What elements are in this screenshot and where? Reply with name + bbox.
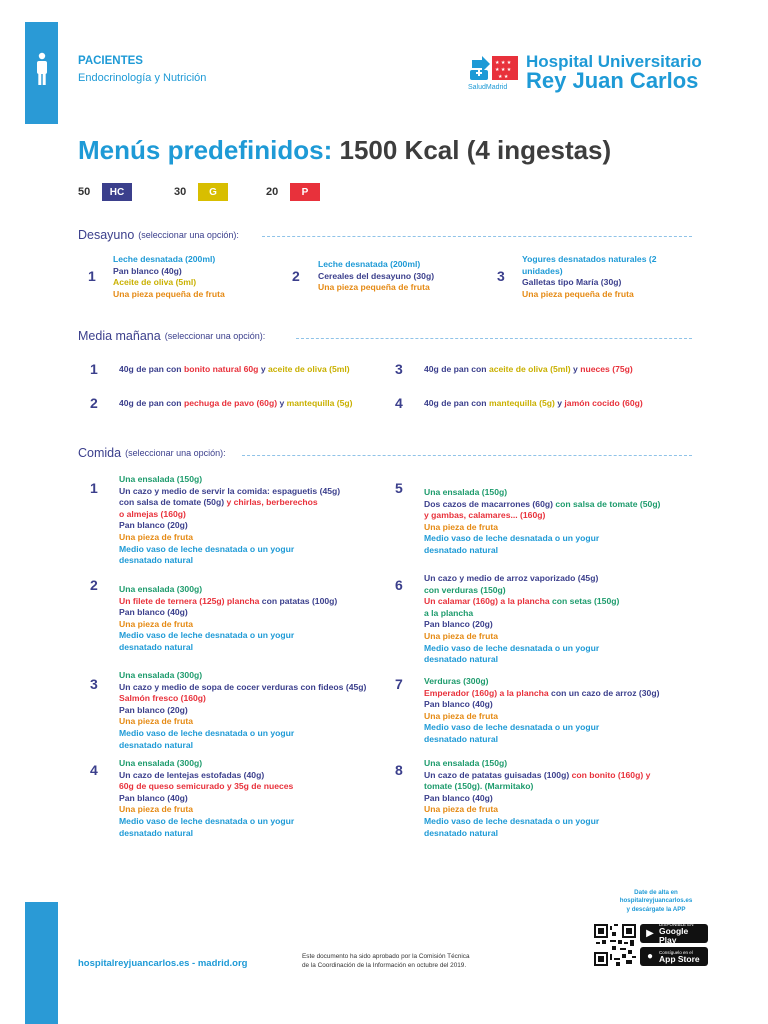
option-text-segment: Medio vaso de leche desnatada o un yogur xyxy=(119,543,295,554)
option-text-segment: 60g de queso semicurado y 35g de nueces xyxy=(119,781,294,792)
option-text-segment: Pan blanco (20g) xyxy=(424,619,493,630)
option-line xyxy=(119,705,366,717)
option-line xyxy=(119,619,337,631)
comida-option-7 xyxy=(424,676,659,746)
option-text-segment: con salsa de tomate (50g) xyxy=(119,497,225,508)
option-text-segment: Cereales del desayuno (30g) xyxy=(318,270,435,281)
option-text-segment: y xyxy=(554,398,565,408)
option-text-segment: bonito natural 60g xyxy=(183,364,259,374)
macro-p xyxy=(266,183,320,201)
option-number: 2 xyxy=(90,395,98,411)
option-line xyxy=(318,271,434,283)
option-text-segment: desnatado natural xyxy=(119,641,194,652)
comida-option-2 xyxy=(119,584,337,654)
option-line xyxy=(424,608,619,620)
section-title: Desayuno xyxy=(78,228,135,242)
option-text-segment: Una pieza de fruta xyxy=(119,804,194,815)
option-line xyxy=(113,266,225,278)
option-text-segment: Una pieza pequeña de fruta xyxy=(318,282,430,293)
option-text-segment: y gambas, calamares... (160g) xyxy=(424,510,546,521)
desayuno-option-1 xyxy=(113,254,225,300)
app-promo-line1: Date de alta en xyxy=(634,889,678,896)
option-text-segment: 40g de pan con xyxy=(119,364,184,374)
option-line xyxy=(119,740,366,752)
option-line xyxy=(119,828,294,840)
person-icon xyxy=(35,52,49,86)
option-line xyxy=(424,619,619,631)
option-line xyxy=(424,596,619,608)
option-line xyxy=(424,816,650,828)
option-line xyxy=(119,555,340,567)
comida-option-3 xyxy=(119,670,366,751)
approval-note xyxy=(302,952,470,970)
option-text-segment: Un cazo y medio de arroz vaporizado (45g) xyxy=(424,573,599,583)
option-text-segment: Una pieza de fruta xyxy=(424,710,499,721)
option-line xyxy=(119,716,366,728)
option-line xyxy=(424,398,643,410)
google-play-icon: ▶ xyxy=(646,928,654,939)
option-text-segment: Pan blanco (40g) xyxy=(424,699,493,710)
option-line xyxy=(424,643,619,655)
option-text-segment: 40g de pan con xyxy=(119,398,184,408)
option-line xyxy=(119,532,340,544)
option-line xyxy=(424,533,660,545)
option-text-segment: Una pieza de fruta xyxy=(424,804,499,815)
option-number: 8 xyxy=(395,762,403,778)
option-number: 4 xyxy=(395,395,403,411)
app-promo-line3: y descárgate la APP xyxy=(626,905,686,913)
option-text-segment: Un cazo de lentejas estofadas (40g) xyxy=(119,769,265,780)
option-text-segment: Un cazo y medio de servir la comida: espaguetis (45g) xyxy=(119,485,341,496)
option-line xyxy=(424,545,660,557)
option-text-segment: con patatas (100g) xyxy=(259,595,338,606)
option-text-segment: Una ensalada (150g) xyxy=(119,474,203,484)
macro-tag: HC xyxy=(102,183,132,201)
category-label: PACIENTES xyxy=(78,55,143,67)
app-store-small: Consíguelo en el xyxy=(659,949,693,955)
option-text-segment: Una pieza de fruta xyxy=(119,716,194,727)
option-line xyxy=(119,670,366,682)
option-line xyxy=(119,630,337,642)
option-line xyxy=(424,364,633,376)
option-line xyxy=(424,585,619,597)
option-line xyxy=(119,728,366,740)
option-text-segment: desnatado natural xyxy=(424,654,499,665)
macro-hc xyxy=(78,183,132,201)
approval-note-line2: de la Coordinación de la Información en octubre del 2019. xyxy=(302,962,467,969)
option-text-segment: con bonito (160g) y xyxy=(569,769,651,780)
option-text-segment: Una ensalada (300g) xyxy=(119,758,203,768)
option-text-segment: y xyxy=(277,398,287,408)
option-text-segment: Yogures desnatados naturales (2 xyxy=(522,254,657,264)
option-line xyxy=(119,793,294,805)
option-line xyxy=(119,520,340,532)
hospital-name-line2: Rey Juan Carlos xyxy=(526,68,699,93)
option-line xyxy=(424,781,650,793)
option-line xyxy=(424,688,659,700)
option-text-segment: Una pieza de fruta xyxy=(424,521,499,532)
option-number: 1 xyxy=(90,480,98,496)
option-text-segment: Un filete de ternera (125g) plancha xyxy=(119,595,260,606)
option-line xyxy=(119,682,366,694)
department-label: Endocrinología y Nutrición xyxy=(78,72,207,84)
apple-icon: ● xyxy=(646,951,654,962)
option-line xyxy=(119,607,337,619)
option-number: 3 xyxy=(497,268,505,284)
comida-option-4 xyxy=(119,758,294,839)
option-text-segment: Medio vaso de leche desnatada o un yogur xyxy=(424,722,600,733)
section-media-title xyxy=(78,329,265,343)
option-text-segment: desnatado natural xyxy=(119,555,194,566)
option-text-segment: y xyxy=(258,364,268,374)
option-number: 6 xyxy=(395,577,403,593)
option-text-segment: Una pieza de fruta xyxy=(424,630,499,641)
option-text-segment: con un cazo de arroz (30g) xyxy=(548,687,660,698)
option-line xyxy=(424,699,659,711)
option-number: 3 xyxy=(395,361,403,377)
option-text-segment: nueces (75g) xyxy=(580,364,633,374)
option-text-segment: Verduras (300g) xyxy=(424,676,489,686)
title-part2: 1500 Kcal (4 ingestas) xyxy=(339,135,612,165)
option-text-segment: desnatado natural xyxy=(119,827,194,838)
option-text-segment: Pan blanco (40g) xyxy=(424,792,493,803)
option-text-segment: Aceite de oliva (5ml) xyxy=(113,277,197,288)
option-text-segment: y chirlas, berberechos xyxy=(224,497,318,508)
option-text-segment: Salmón fresco (160g) xyxy=(119,693,206,704)
option-line xyxy=(522,289,657,301)
app-promo xyxy=(608,889,704,914)
option-text-segment: aceite de oliva (5ml) xyxy=(268,364,350,374)
title-part1: Menús predefinidos: xyxy=(78,135,333,165)
option-text-segment: Medio vaso de leche desnatada o un yogur xyxy=(119,815,295,826)
macro-tag: G xyxy=(198,183,228,201)
macro-tag: P xyxy=(290,183,320,201)
option-line xyxy=(119,584,337,596)
option-line xyxy=(119,758,294,770)
option-text-segment: Un calamar (160g) a la plancha xyxy=(424,596,550,607)
comida-option-6 xyxy=(424,573,619,666)
option-line xyxy=(119,770,294,782)
option-text-segment: Un cazo y medio de sopa de cocer verduras con fideos (45g) xyxy=(119,681,367,692)
section-title: Comida xyxy=(78,446,122,460)
desayuno-option-3 xyxy=(522,254,657,300)
option-line xyxy=(424,676,659,688)
option-text-segment: Una pieza pequeña de fruta xyxy=(522,288,634,299)
option-line xyxy=(119,544,340,556)
option-text-segment: desnatado natural xyxy=(119,739,194,750)
option-text-segment: Leche desnatada (200ml) xyxy=(113,254,216,264)
option-text-segment: con verduras (150g) xyxy=(424,584,506,595)
option-line xyxy=(119,781,294,793)
option-line xyxy=(424,770,650,782)
hospital-name-line1: Hospital Universitario xyxy=(526,52,702,71)
option-line xyxy=(522,266,657,278)
option-line xyxy=(119,364,350,376)
section-divider xyxy=(242,455,692,456)
option-text-segment: Una pieza de fruta xyxy=(119,531,194,542)
option-text-segment: jamón cocido (60g) xyxy=(564,398,643,408)
media-option-1 xyxy=(119,364,350,376)
option-text-segment: Pan blanco (40g) xyxy=(119,607,188,618)
desayuno-option-2 xyxy=(318,259,434,294)
option-line xyxy=(119,509,340,521)
option-text-segment: Leche desnatada (200ml) xyxy=(318,259,421,269)
option-line xyxy=(318,282,434,294)
macro-distribution xyxy=(78,183,398,201)
media-option-3 xyxy=(424,364,633,376)
option-text-segment: a la plancha xyxy=(424,607,474,618)
option-text-segment: Emperador (160g) a la plancha xyxy=(424,687,549,698)
option-line xyxy=(424,573,619,585)
svg-text:★ ★ ★: ★ ★ ★ xyxy=(495,60,512,66)
app-promo-line2[interactable]: hospitalreyjuancarlos.es xyxy=(619,897,693,905)
option-line xyxy=(522,277,657,289)
option-line xyxy=(424,522,660,534)
macro-value: 20 xyxy=(266,186,279,198)
option-line xyxy=(113,289,225,301)
page-title xyxy=(78,135,611,166)
option-number: 1 xyxy=(90,361,98,377)
option-text-segment: Medio vaso de leche desnatada o un yogur xyxy=(424,815,600,826)
option-text-segment: Pan blanco (20g) xyxy=(119,704,188,715)
option-line xyxy=(424,793,650,805)
option-line xyxy=(424,654,619,666)
option-line xyxy=(424,510,660,522)
option-text-segment: Medio vaso de leche desnatada o un yogur xyxy=(424,642,600,653)
option-text-segment: unidades) xyxy=(522,265,563,276)
option-text-segment: Una ensalada (150g) xyxy=(424,487,508,497)
macro-value: 50 xyxy=(78,186,91,198)
option-text-segment: Una pieza pequeña de fruta xyxy=(113,288,225,299)
option-line xyxy=(424,828,650,840)
sidebar-accent-bottom xyxy=(25,902,58,1024)
option-line xyxy=(119,474,340,486)
option-text-segment: tomate (150g). (Marmitako) xyxy=(424,781,534,792)
section-divider xyxy=(296,338,692,339)
option-text-segment: Una pieza de fruta xyxy=(119,618,194,629)
option-text-segment: o almejas (160g) xyxy=(119,508,186,519)
option-line xyxy=(119,596,337,608)
option-text-segment: mantequilla (5g) xyxy=(286,398,353,408)
option-text-segment: Pan blanco (40g) xyxy=(113,265,182,276)
option-line xyxy=(424,734,659,746)
option-line xyxy=(119,804,294,816)
google-play-small: DISPONIBLE EN xyxy=(658,922,694,927)
option-text-segment: y xyxy=(570,364,581,374)
macro-g xyxy=(174,183,228,201)
section-hint: (seleccionar una opción): xyxy=(138,230,239,240)
option-text-segment: 40g de pan con xyxy=(424,398,489,408)
option-line xyxy=(522,254,657,266)
section-hint: (seleccionar una opción): xyxy=(164,331,266,341)
salud-madrid-text: SaludMadrid xyxy=(468,84,508,91)
option-line xyxy=(119,497,340,509)
option-text-segment: Pan blanco (40g) xyxy=(119,792,188,803)
option-text-segment: desnatado natural xyxy=(424,827,499,838)
option-line xyxy=(424,487,660,499)
option-text-segment: Dos cazos de macarrones (60g) xyxy=(424,498,553,509)
qr-code-icon[interactable] xyxy=(594,924,636,966)
option-text-segment: aceite de oliva (5ml) xyxy=(488,364,571,374)
option-text-segment: Una ensalada (300g) xyxy=(119,584,203,594)
option-line xyxy=(424,722,659,734)
comida-option-5 xyxy=(424,487,660,557)
option-line xyxy=(119,816,294,828)
option-line xyxy=(119,486,340,498)
media-option-4 xyxy=(424,398,643,410)
option-number: 7 xyxy=(395,676,403,692)
option-line xyxy=(113,254,225,266)
section-title: Media mañana xyxy=(78,329,161,343)
app-store-label: App Store xyxy=(659,953,700,964)
macro-value: 30 xyxy=(174,186,187,198)
svg-text:★ ★ ★: ★ ★ ★ xyxy=(495,67,512,73)
option-text-segment: con salsa de tomate (50g) xyxy=(552,498,661,509)
option-number: 2 xyxy=(292,268,300,284)
section-comida-title xyxy=(78,446,226,460)
option-text-segment: Una ensalada (300g) xyxy=(119,670,203,680)
approval-note-line1: Este documento ha sido aprobado por la Comisión Técnica xyxy=(302,953,470,960)
comida-option-8 xyxy=(424,758,650,839)
option-text-segment: pechuga de pavo (60g) xyxy=(183,398,278,408)
option-text-segment: Medio vaso de leche desnatada o un yogur xyxy=(119,630,295,641)
comida-option-1 xyxy=(119,474,340,567)
google-play-badge[interactable] xyxy=(640,924,708,943)
option-number: 5 xyxy=(395,480,403,496)
option-text-segment: Medio vaso de leche desnatada o un yogur xyxy=(424,533,600,544)
option-line xyxy=(424,499,660,511)
option-number: 2 xyxy=(90,577,98,593)
option-line xyxy=(424,631,619,643)
option-line xyxy=(424,758,650,770)
option-number: 1 xyxy=(88,268,96,284)
option-line xyxy=(119,642,337,654)
option-text-segment: Medio vaso de leche desnatada o un yogur xyxy=(119,727,295,738)
option-number: 4 xyxy=(90,762,98,778)
option-line xyxy=(424,711,659,723)
footer-website-link[interactable]: hospitalreyjuancarlos.es - madrid.org xyxy=(78,958,248,969)
media-option-2 xyxy=(119,398,353,410)
option-line xyxy=(119,398,353,410)
section-divider xyxy=(262,236,692,237)
option-text-segment: Pan blanco (20g) xyxy=(119,520,188,531)
section-hint: (seleccionar una opción): xyxy=(125,448,226,458)
option-line xyxy=(424,804,650,816)
option-text-segment: 40g de pan con xyxy=(424,364,489,374)
option-text-segment: mantequilla (5g) xyxy=(488,398,555,408)
section-desayuno-title xyxy=(78,228,239,242)
option-line xyxy=(113,277,225,289)
option-number: 3 xyxy=(90,676,98,692)
google-play-label: Google Play xyxy=(658,926,689,945)
option-text-segment: Una ensalada (150g) xyxy=(424,758,508,768)
option-text-segment: Galletas tipo María (30g) xyxy=(522,277,622,288)
option-text-segment: desnatado natural xyxy=(424,544,499,555)
svg-text:★ ★: ★ ★ xyxy=(498,74,509,80)
app-store-badge[interactable] xyxy=(640,947,708,966)
option-line xyxy=(119,693,366,705)
option-text-segment: desnatado natural xyxy=(424,733,499,744)
option-text-segment: Un cazo de patatas guisadas (100g) xyxy=(424,769,570,780)
option-text-segment: con setas (150g) xyxy=(549,596,620,607)
option-line xyxy=(318,259,434,271)
